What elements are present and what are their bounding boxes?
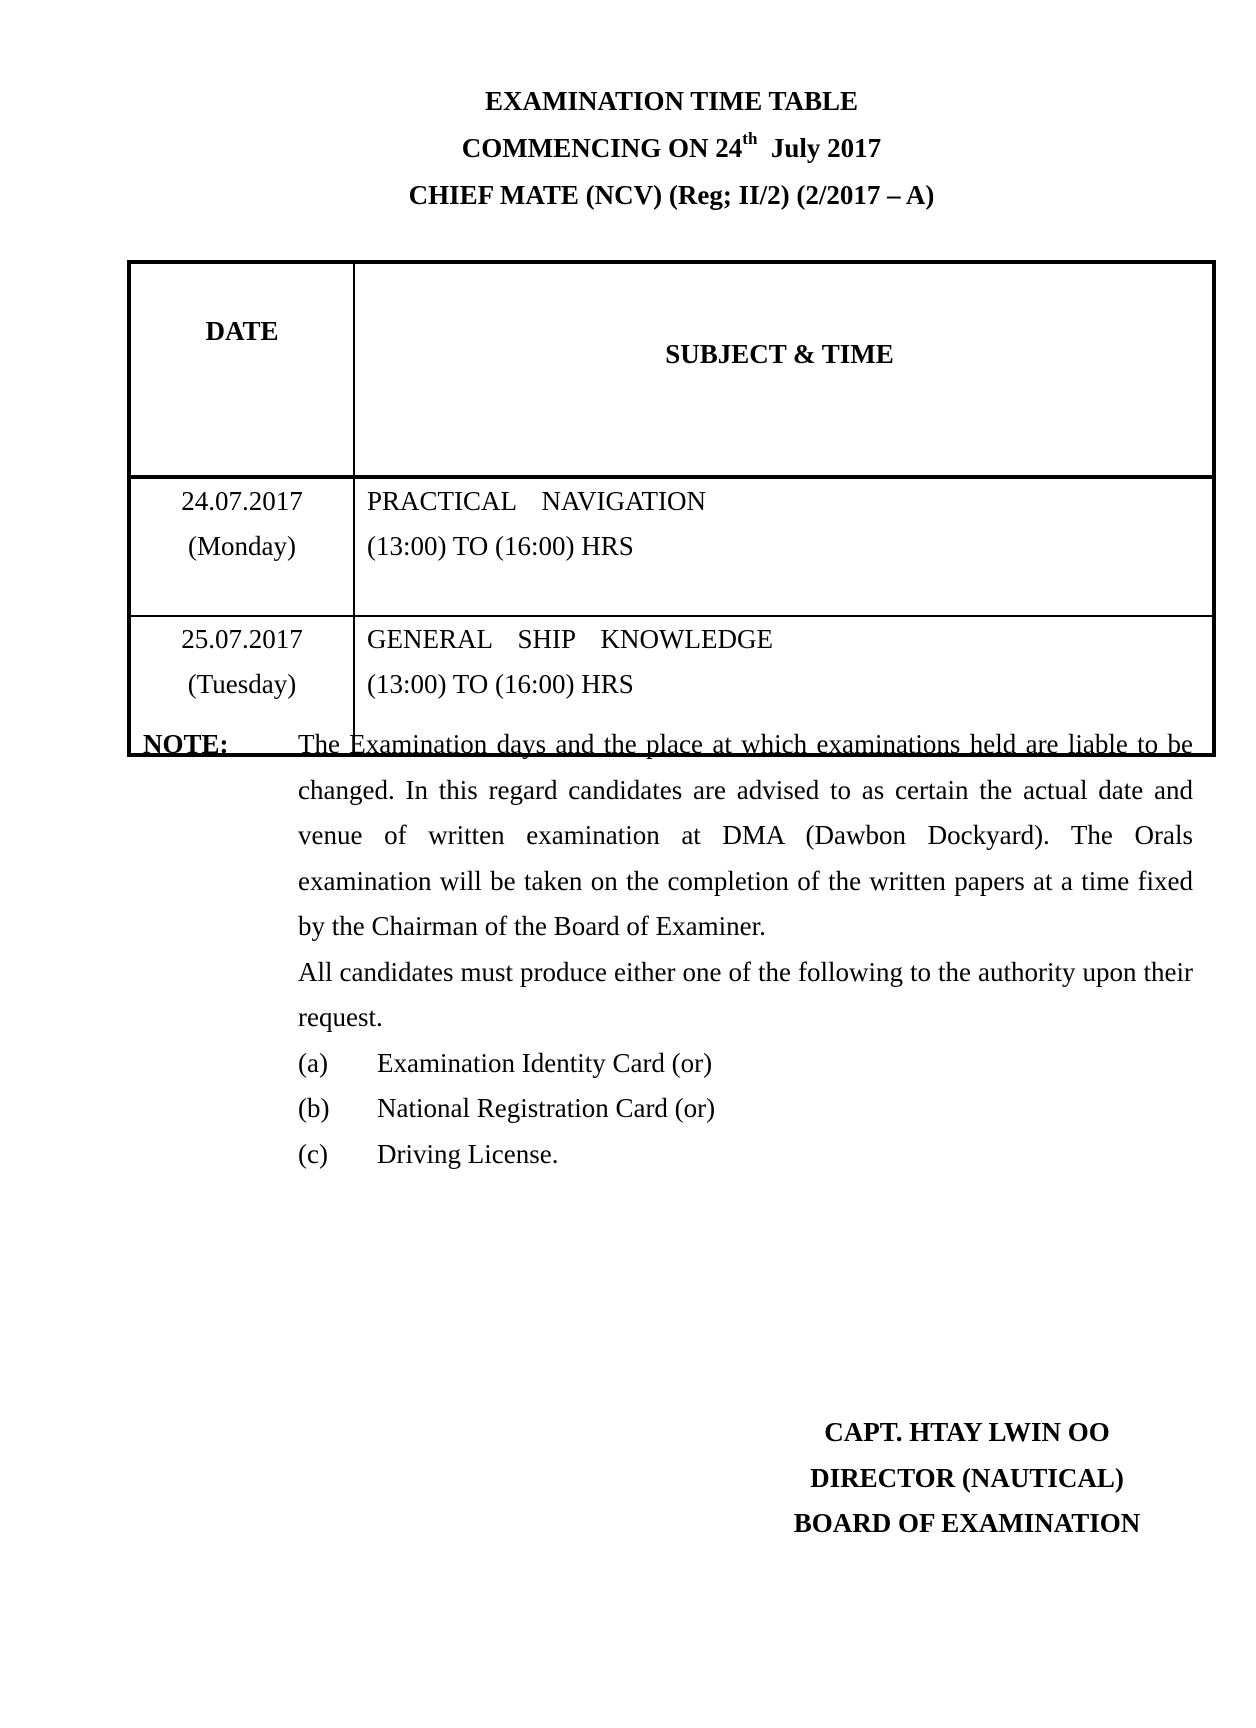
- document-header: [127, 78, 1216, 219]
- column-header-date: DATE: [129, 262, 354, 477]
- list-item: [298, 1132, 1193, 1178]
- list-marker: (b): [298, 1093, 330, 1123]
- commencing-prefix: COMMENCING ON 24: [461, 133, 743, 163]
- subject-cell: [354, 477, 1214, 616]
- timetable: [127, 260, 1216, 757]
- note-label: NOTE:: [143, 729, 229, 759]
- signatory-name: CAPT. HTAY LWIN OO: [824, 1417, 1110, 1447]
- list-item: [298, 1041, 1193, 1087]
- date-cell: [129, 477, 354, 616]
- exam-date: 24.07.2017: [181, 486, 303, 516]
- list-item-text: National Registration Card (or): [377, 1093, 716, 1123]
- exam-time: (13:00) TO (16:00) HRS: [367, 669, 634, 699]
- exam-day: (Monday): [188, 531, 296, 561]
- id-document-list: [298, 1041, 1193, 1178]
- note-paragraph-1: The Examination days and the place at which examinations held are liable to be changed. In this regard candidates are advised to as certain the actual date and venue of written examination at DMA (Dawbon Dockyard). The Orals examination will be taken on the completion of the written papers at a time fixed by the Chairman of the Board of Examiner.: [298, 729, 1193, 941]
- list-marker: (c): [298, 1138, 328, 1169]
- exam-time: (13:00) TO (16:00) HRS: [367, 531, 634, 561]
- commencing-rest: July 2017: [757, 133, 882, 163]
- table-header-row: [129, 262, 1214, 477]
- exam-subject: PRACTICAL NAVIGATION: [367, 486, 707, 516]
- document-title: EXAMINATION TIME TABLE: [484, 86, 859, 116]
- signature-block: [760, 1410, 1174, 1547]
- table-row: [129, 477, 1214, 616]
- list-marker: (a): [298, 1047, 328, 1078]
- signatory-organization: BOARD OF EXAMINATION: [793, 1508, 1141, 1538]
- signatory-position: DIRECTOR (NAUTICAL): [810, 1462, 1124, 1493]
- course-title: CHIEF MATE (NCV) (Reg; II/2) (2/2017 – A): [408, 180, 935, 210]
- exam-subject: GENERAL SHIP KNOWLEDGE: [367, 624, 773, 654]
- list-item-text: Driving License.: [377, 1138, 559, 1169]
- list-item: [298, 1086, 1193, 1132]
- note-paragraph-2: All candidates must produce either one of the following to the authority upon their request.: [298, 956, 1193, 1032]
- commencing-date-line: [127, 125, 1216, 172]
- column-header-subject-time: SUBJECT & TIME: [354, 262, 1214, 477]
- note-section: [143, 722, 1193, 1177]
- ordinal-suffix: th: [742, 129, 758, 148]
- exam-date: 25.07.2017: [181, 624, 303, 654]
- list-item-text: Examination Identity Card (or): [377, 1047, 713, 1078]
- exam-day: (Tuesday): [187, 669, 297, 699]
